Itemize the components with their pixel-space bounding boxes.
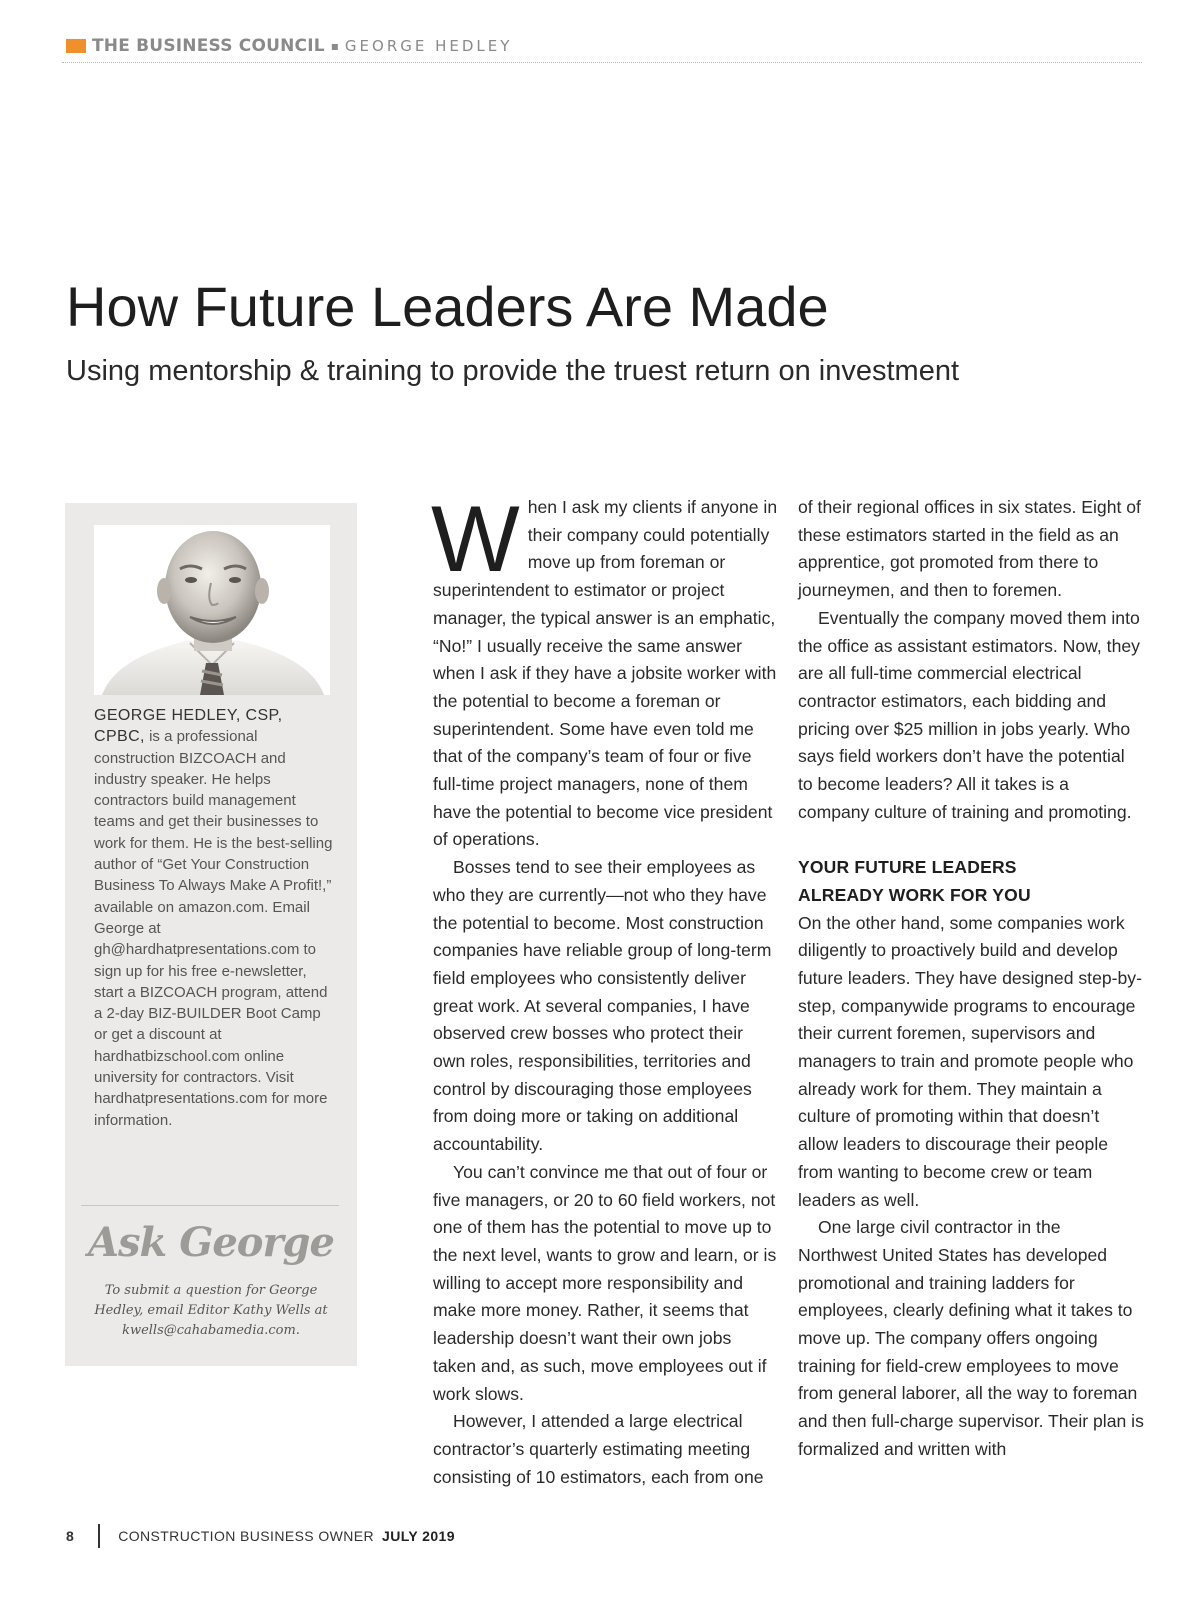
paragraph: One large civil contractor in the Northwest United States has developed promotional and training ladders for employees, clearly defining what it takes to move up. The company offers ongoing training for field-crew employees to move from general laborer, all the way to foreman and then full-charge supervisor. Their plan is formalized and written with (798, 1217, 1144, 1459)
page-number: 8 (66, 1528, 75, 1544)
paragraph: Bosses tend to see their employees as who they are currently—not who they have the potential to become. Most construction companies have reliable group of long-term field employees who consistently deliver great work. At several companies, I have observed crew bosses who protect their own roles, responsibilities, territories and control by discouraging those employees from doing more or taking on additional accountability. (433, 857, 772, 1155)
section-name: THE BUSINESS COUNCIL (92, 36, 325, 56)
article-column-2 (798, 494, 1144, 1464)
author-bio-text: is a professional construction BIZCOACH and industry speaker. He helps contractors build management teams and get their businesses to work for them. He is the best-selling author of “Get Your Construction Business To Always Make A Profit!,” available on amazon.com. Email George at gh@hardhatpresentations.com to sign up for his free e-newsletter, start a BIZCOACH program, attend a 2-day BIZ-BUILDER Boot Camp or get a discount at hardhatbizschool.com online university for contractors. Visit hardhatpresentations.com for more information. (94, 728, 333, 1129)
section-accent-square (66, 39, 86, 53)
ask-george-heading: Ask George (88, 1219, 334, 1266)
drop-cap: W (431, 486, 520, 591)
paragraph: Eventually the company moved them into the office as assistant estimators. Now, they are all full-time commercial electrical contractor estimators, each bidding and pricing over $25 million in jobs yearly. Who says field workers don’t have the potential to become leaders? All it takes is a company culture of training and promoting. (798, 607, 1140, 822)
paragraph: You can’t convince me that out of four or five managers, or 20 to 60 field workers, not one of them has the potential to move up to the next level, wants to grow and learn, or is willing to accept more responsibility and make more money. Rather, it seems that leadership doesn’t want their own jobs taken and, as such, move employees out if work slows. (433, 1161, 777, 1404)
paragraph: However, I attended a large electrical contractor’s quarterly estimating meeting consisting of 10 estimators, each from one (433, 1411, 764, 1487)
subhead-line-1: YOUR FUTURE LEADERS (798, 857, 1017, 878)
article-column-1 (431, 486, 779, 1491)
paragraph (431, 486, 779, 854)
article-subtitle: Using mentorship & training to provide the truest return on investment (66, 355, 960, 387)
paragraph-text: hen I ask my clients if anyone in their company could potentially move up from foreman or superintendent to estimator or project manager, the typical answer is an emphatic, “No!” I usually receive the same answer when I ask if they have a jobsite worker with the potential to become a foreman or superintendent. Some have even told me that of the company’s team of four or five full-time project managers, none of them have the potential to become vice president of operations. (433, 497, 778, 850)
page-footer (66, 1524, 455, 1548)
author-photo (94, 525, 330, 695)
footer-divider (98, 1524, 100, 1548)
paragraph: of their regional offices in six states. Eight of these estimators started in the field as an apprentice, got promoted from there to journeymen, and then to foremen. (798, 497, 1141, 601)
author-bio (94, 705, 334, 1131)
paragraph: On the other hand, some companies work diligently to proactively build and develop future leaders. They have designed step-by-step, companywide programs to encourage their current foremen, supervisors and managers to train and promote people who already work for them. They maintain a culture of promoting within that doesn’t allow leaders to discourage their people from wanting to become crew or team leaders as well. (798, 912, 1142, 1210)
author-portrait-image (94, 525, 330, 695)
section-header (66, 36, 512, 56)
publication-name: CONSTRUCTION BUSINESS OWNER (118, 1528, 375, 1544)
header-author: GEORGE HEDLEY (344, 37, 513, 55)
article-title: How Future Leaders Are Made (66, 275, 829, 338)
author-sidebar (65, 503, 357, 1366)
ask-george-instructions: To submit a question for George Hedley, email Editor Kathy Wells at kwells@cahabamedia.com. (94, 1283, 328, 1338)
issue-date: JULY 2019 (382, 1528, 455, 1544)
subhead-line-2: ALREADY WORK FOR YOU (798, 884, 1031, 905)
section-subhead (798, 854, 1144, 909)
author-name-credentials: GEORGE HEDLEY, CSP, CPBC, (94, 707, 283, 746)
sidebar-divider (81, 1205, 339, 1206)
header-divider (62, 62, 1142, 63)
header-separator: ▪ (330, 39, 339, 53)
